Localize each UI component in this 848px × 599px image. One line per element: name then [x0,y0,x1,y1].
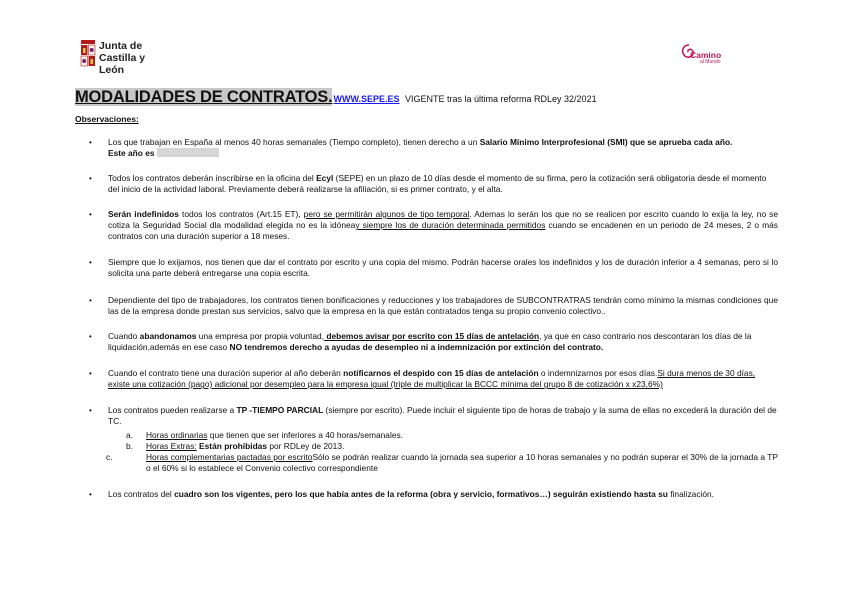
title-main: MODALIDADES DE CONTRATOS. [75,88,333,106]
bullet-icon: • [89,369,92,378]
list-item: Dependiente del tipo de trabajadores, los contratos tienen bonificaciones y reducciones y los trabajadores de SUBCONTRATRAS tendrán como mínimo la mismas condiciones que las de la empresa donde prestan sus servicios, salvo que la empresa en la que están contratados tenga su propio convenio colectivo.. [108,295,778,317]
camino-logo [679,43,727,69]
sublist-item-c: c. Horas complementarias pactadas por escritoSólo se podrán realizar cuando la jornada sea superior a 10 horas semanales y no podrán superar el 30% de la jornada a TP o el 60% si lo establece el Convenio colectivo correspondiente [106,452,778,473]
observaciones-heading: Observaciones: [75,114,139,124]
list-item: Todos los contratos deberán inscribirse en la oficina del Ecyl (SEPE) en un plazo de 10 días desde el momento de su firma, pero la cotización será obligatoria desde el momento del inicio de la actividad laboral. Previamente deberá realizarse la afiliación, si es primer contrato, y el alta. [108,173,767,195]
bullet-icon: • [89,174,92,183]
sublist-item-a: a. Horas ordinarias que tienen que ser inferiores a 40 horas/semanales. [126,430,403,440]
list-item: Serán indefinidos todos los contratos (Art.15 ET), pero se permitirán algunos de tipo temporal. Ademas lo serán los que no se realicen por escrito cuando lo exija la ley, no se cotiza la Seguridad Social dla modalidad elegida no es la idóneay siempre los de duración determinada permitidos cuando se encadenen en un periodo de 24 meses, 2 o más contratos con una duración superior a 18 meses. [108,209,778,242]
junta-castilla-leon-logo [80,39,172,76]
logo-line-2: Castilla y León [99,52,146,76]
title-subtitle: VIGENTE tras la última reforma RDLey 32/2021 [402,94,597,104]
list-item: Los contratos pueden realizarse a TP -TIEMPO PARCIAL (siempre por escrito). Puede incluir el siguiente tipo de horas de trabajo y la suma de ellas no excederá la duración del de TC. [108,405,777,427]
bullet-icon: • [89,138,92,147]
list-item: Los que trabajan en España al menos 40 horas semanales (Tiempo completo), tienen derecho a un Salario Mínimo Interprofesional (SMI) que se aprueba cada año. Este año es [108,137,733,159]
bullet-icon: • [89,406,92,415]
bullet-icon: • [89,210,92,219]
bullet-icon: • [89,490,92,499]
list-item: Cuando el contrato tiene una duración superior al año deberán notificarnos el despido con 15 días de antelación o indemnizarnos por esos días.Si dura menos de 30 días, existe una cotización (pago) adicional por desempleo para la empresa igual (triple de multiplicar la BCCC mínima del grupo 8 de cotización x x23,6%) [108,368,756,390]
sublist-item-b: b. Horas Extras: Están prohibidas por RDLey de 2013. [126,441,345,451]
sepe-link[interactable]: WWW.SEPE.ES [333,94,400,104]
logo-line-1: Junta de [99,40,143,52]
logo-right-text: Camino [690,50,722,60]
list-item: Siempre que lo exijamos, nos tienen que dar el contrato por escrito y una copia del mismo. Podrán hacerse orales los indefinidos y los de duración inferior a 4 semanas, pero si lo solicita una parte deberá entregarse una copia escrita. [108,257,778,279]
bullet-icon: • [89,296,92,305]
smi-blank-field [157,148,219,157]
list-item: Los contratos del cuadro son los vigentes, pero los que había antes de la reforma (obra y servicio, formativos…) seguirán existiendo hasta su finalización. [108,489,715,499]
bullet-icon: • [89,258,92,267]
coat-of-arms-icon [80,39,96,69]
logo-right-subtext: al Mundo [700,59,721,65]
list-item: Cuando abandonamos una empresa por propia voluntad, debemos avisar por escrito con 15 días de antelación, ya que en caso contrario nos descontaran los días de la liquidación,además en ese caso NO tendremos derecho a ayudas de desempleo ni a indemnización por extinción del contrato. [108,331,752,353]
page-title [75,88,597,107]
bullet-icon: • [89,332,92,341]
